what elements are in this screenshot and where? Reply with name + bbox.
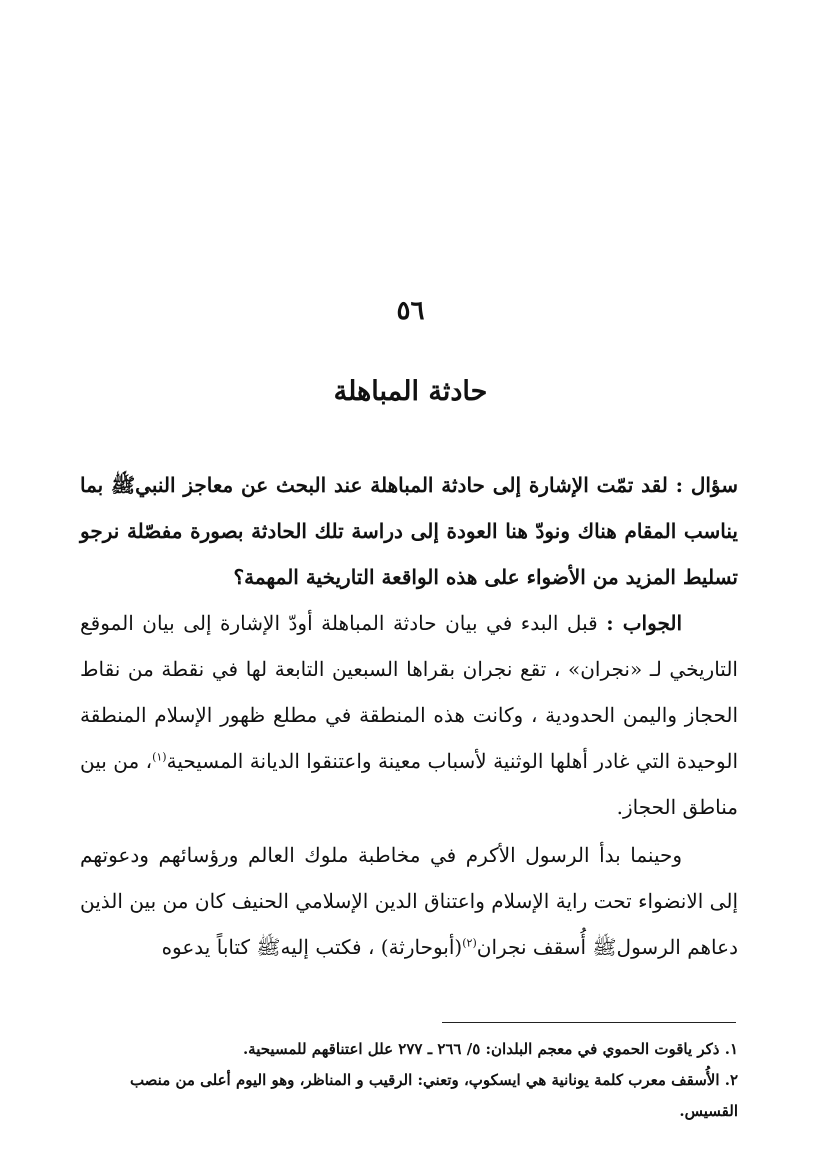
footnotes (80, 1034, 738, 1127)
paragraph-text: وحينما بدأ الرسول الأكرم في مخاطبة ملوك العالم ورؤسائهم ودعوتهم إلى الانضواء تحت راية الإسلام واعتناق الدين الإسلامي الحنيف كان من بين الذين دعاهم الرسولﷺ أُسقف نجران (80, 843, 738, 959)
body-paragraph (80, 832, 738, 970)
chapter-number: ٥٦ (396, 296, 425, 326)
answer-text: قبل البدء في بيان حادثة المباهلة أودّ الإشارة إلى بيان الموقع التاريخي لـ «نجران» ، تقع نجران بقراها السبعين التابعة لها في نقطة من نقاط الحجاز واليمن الحدودية ، وكانت هذه المنطقة في مطلع ظهور الإسلام المنطقة الوحيدة التي غادر أهلها الوثنية لأسباب معينة واعتنقوا الديانة المسيحية (80, 611, 739, 773)
question-label: سؤال : (675, 473, 738, 497)
footnote-2: ٢. الأُسقف معرب كلمة يونانية هي ايسكوپ، وتعني: الرقيب و المناظر، وهو اليوم أعلى من منصب القسيس. (129, 1071, 738, 1120)
footnote-ref-2[interactable]: (٢) (462, 936, 477, 950)
answer-label: الجواب : (606, 611, 682, 635)
footnote-ref-1[interactable]: (١) (152, 750, 167, 764)
main-text (80, 462, 738, 970)
chapter-title: حادثة المباهلة (333, 376, 488, 407)
answer-paragraph (80, 600, 738, 830)
answer-text-end: ، من بين مناطق الحجاز. (80, 749, 738, 819)
question-paragraph (80, 462, 738, 600)
paragraph-text-end: (أبوحارثة) ، فكتب إليهﷺ كتاباً يدعوه (161, 935, 463, 959)
footnote-1: ١. ذكر ياقوت الحموي في معجم البلدان: ٥/ ٢٦٦ ـ ٢٧٧ علل اعتناقهم للمسيحية. (242, 1040, 738, 1058)
footnote-divider (442, 1022, 736, 1023)
question-text: لقد تمّت الإشارة إلى حادثة المباهلة عند البحث عن معاجز النبيﷺ بما يناسب المقام هناك ونودّ هنا العودة إلى دراسة تلك الحادثة بصورة مفصّلة نرجو تسليط المزيد من الأضواء على هذه الواقعة التاريخية المهمة؟ (80, 473, 738, 589)
